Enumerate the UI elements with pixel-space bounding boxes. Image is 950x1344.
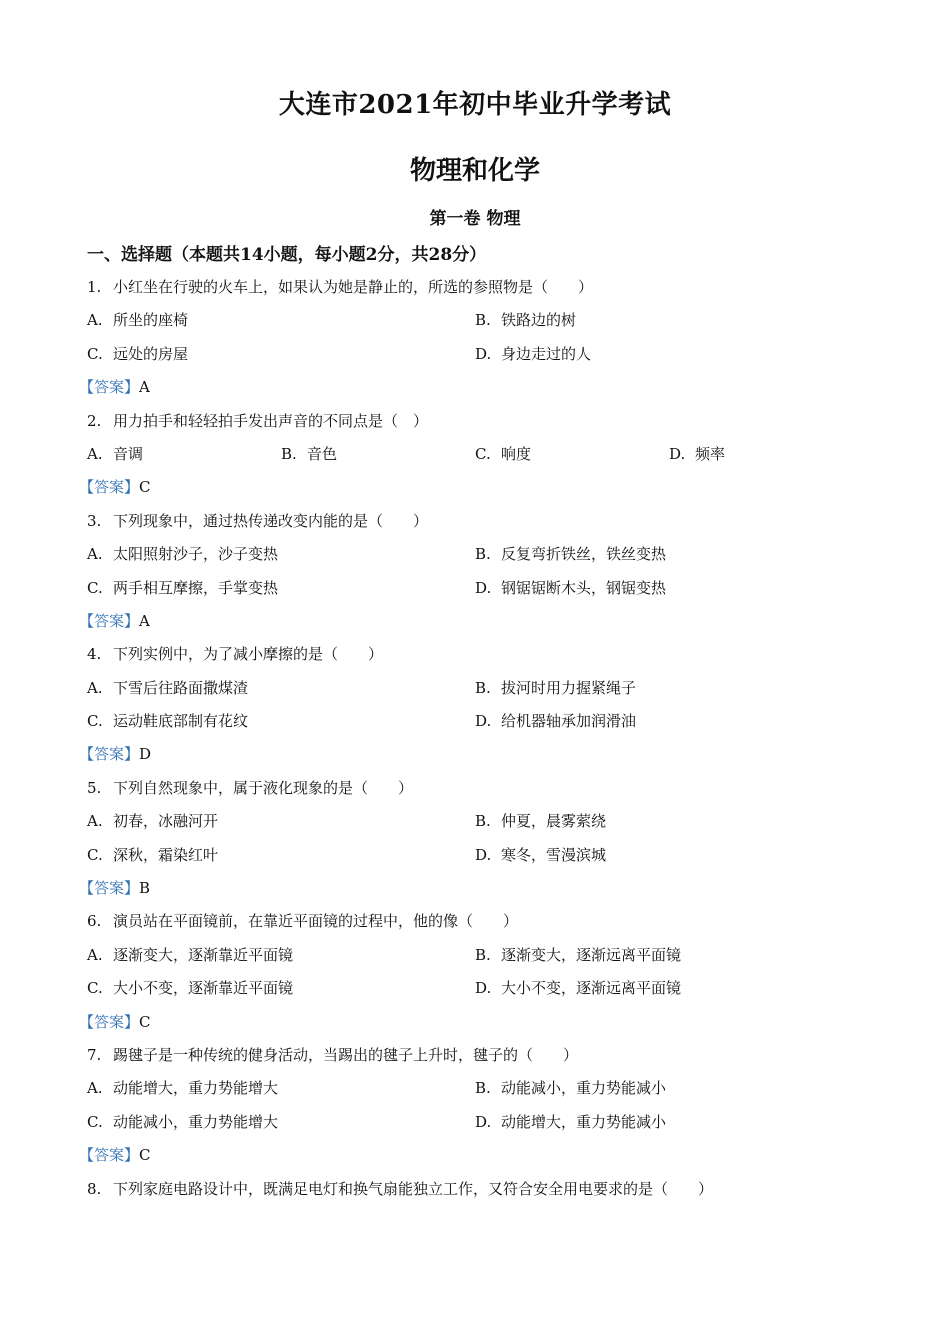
- option-text: 钢锯锯断木头，钢锯变热: [501, 578, 667, 597]
- answer-value: C: [139, 1012, 151, 1031]
- question-6-options-row-1: [87, 939, 877, 972]
- question-number: 6.: [87, 912, 102, 931]
- option-text: 运动鞋底部制有花纹: [113, 712, 249, 731]
- question-5-options-row-1: [87, 805, 877, 838]
- option-letter: B.: [475, 678, 491, 697]
- option-letter: D.: [475, 712, 492, 731]
- question-number: 4.: [87, 645, 102, 664]
- option-text: 大小不变，逐渐靠近平面镜: [113, 979, 294, 998]
- answer-value: C: [139, 478, 151, 497]
- question-1-options-row-1: [87, 304, 877, 337]
- option-c: [87, 338, 188, 371]
- option-text: 仲夏，晨雾萦绕: [501, 812, 607, 831]
- question-7-answer: [79, 1139, 877, 1172]
- answer-label: 【答案】: [79, 1012, 140, 1031]
- option-b: [475, 1072, 666, 1105]
- option-text: 响度: [501, 444, 532, 463]
- question-3-options-row-2: [87, 572, 877, 605]
- option-d: [475, 972, 681, 1005]
- option-text: 身边走过的人: [501, 344, 592, 363]
- option-c: [87, 572, 278, 605]
- question-text: 演员站在平面镜前，在靠近平面镜的过程中，他的像（ ）: [113, 912, 519, 931]
- option-letter: C.: [87, 344, 103, 363]
- question-1-options-row-2: [87, 338, 877, 371]
- option-text: 大小不变，逐渐远离平面镜: [501, 979, 682, 998]
- question-list: [79, 271, 877, 1206]
- option-letter: A.: [87, 678, 103, 697]
- question-text: 下列家庭电路设计中，既满足电灯和换气扇能独立工作，又符合安全用电要求的是（ ）: [113, 1179, 714, 1198]
- option-text: 动能减小，重力势能减小: [501, 1079, 667, 1098]
- option-a: [87, 805, 218, 838]
- option-b: [475, 805, 606, 838]
- option-text: 音色: [307, 444, 338, 463]
- option-text: 远处的房屋: [113, 344, 189, 363]
- volume-heading: 第一卷 物理: [429, 209, 521, 229]
- question-number: 7.: [87, 1045, 102, 1064]
- option-letter: A.: [87, 545, 103, 564]
- answer-label: 【答案】: [79, 611, 140, 630]
- option-letter: C.: [87, 1112, 103, 1131]
- question-5-stem: [87, 772, 877, 805]
- question-text: 踢毽子是一种传统的健身活动，当踢出的毽子上升时，毽子的（ ）: [113, 1045, 579, 1064]
- question-text: 用力拍手和轻轻拍手发出声音的不同点是（ ）: [113, 411, 429, 430]
- question-5-options-row-2: [87, 839, 877, 872]
- option-letter: C.: [87, 979, 103, 998]
- option-letter: C.: [475, 444, 491, 463]
- option-letter: B.: [475, 812, 491, 831]
- question-number: 3.: [87, 511, 102, 530]
- option-text: 初春，冰融河开: [113, 812, 219, 831]
- question-2-answer: [79, 471, 877, 504]
- option-letter: B.: [475, 311, 491, 330]
- answer-label: 【答案】: [79, 745, 140, 764]
- exam-title: 大连市2021年初中毕业升学考试: [278, 90, 672, 120]
- question-7-options-row-1: [87, 1072, 877, 1105]
- option-letter: A.: [87, 1079, 103, 1098]
- option-c: [87, 839, 218, 872]
- question-6-options-row-2: [87, 972, 877, 1005]
- option-a: [87, 538, 278, 571]
- answer-value: A: [139, 378, 150, 397]
- option-text: 给机器轴承加润滑油: [501, 712, 637, 731]
- option-a: [87, 304, 188, 337]
- option-d: [475, 1106, 666, 1139]
- question-number: 5.: [87, 778, 102, 797]
- question-text: 下列自然现象中，属于液化现象的是（ ）: [113, 778, 414, 797]
- question-7-options-row-2: [87, 1106, 877, 1139]
- question-8-stem: [87, 1173, 877, 1206]
- option-text: 所坐的座椅: [113, 311, 189, 330]
- answer-value: B: [139, 879, 151, 898]
- answer-label: 【答案】: [79, 1146, 140, 1165]
- question-number: 8.: [87, 1179, 102, 1198]
- question-7-stem: [87, 1039, 877, 1072]
- option-letter: B.: [475, 945, 491, 964]
- option-text: 寒冬，雪漫滨城: [501, 845, 607, 864]
- option-text: 铁路边的树: [501, 311, 577, 330]
- question-2-stem: [87, 405, 877, 438]
- option-text: 下雪后往路面撒煤渣: [113, 678, 249, 697]
- option-text: 两手相互摩擦，手掌变热: [113, 578, 279, 597]
- option-letter: D.: [475, 979, 492, 998]
- answer-value: D: [139, 745, 152, 764]
- option-text: 动能增大，重力势能增大: [113, 1079, 279, 1098]
- answer-label: 【答案】: [79, 478, 140, 497]
- option-letter: B.: [475, 1079, 491, 1098]
- question-number: 1.: [87, 278, 102, 296]
- option-c: [475, 438, 531, 471]
- option-text: 动能增大，重力势能减小: [501, 1112, 667, 1131]
- option-letter: A.: [87, 945, 103, 964]
- question-6-stem: [87, 905, 877, 938]
- option-text: 频率: [695, 444, 726, 463]
- option-letter: D.: [475, 1112, 492, 1131]
- answer-value: A: [139, 611, 150, 630]
- answer-value: C: [139, 1146, 151, 1165]
- option-letter: A.: [87, 444, 103, 463]
- option-text: 动能减小，重力势能增大: [113, 1112, 279, 1131]
- option-letter: D.: [475, 344, 492, 363]
- question-4-options-row-1: [87, 672, 877, 705]
- answer-label: 【答案】: [79, 879, 140, 898]
- option-c: [87, 972, 293, 1005]
- question-text: 小红坐在行驶的火车上，如果认为她是静止的，所选的参照物是（ ）: [113, 278, 594, 296]
- question-1-stem: [87, 271, 877, 304]
- option-d: [475, 705, 636, 738]
- question-text: 下列实例中，为了减小摩擦的是（ ）: [113, 645, 384, 664]
- option-a: [87, 1072, 278, 1105]
- option-c: [87, 1106, 278, 1139]
- option-b: [475, 939, 681, 972]
- option-letter: B.: [475, 545, 491, 564]
- option-b: [475, 538, 666, 571]
- option-text: 反复弯折铁丝，铁丝变热: [501, 545, 667, 564]
- question-3-answer: [79, 605, 877, 638]
- option-letter: B.: [281, 444, 297, 463]
- option-d: [475, 572, 666, 605]
- question-3-stem: [87, 505, 877, 538]
- option-letter: C.: [87, 845, 103, 864]
- option-a: [87, 939, 293, 972]
- option-text: 逐渐变大，逐渐远离平面镜: [501, 945, 682, 964]
- option-letter: D.: [475, 845, 492, 864]
- option-text: 太阳照射沙子，沙子变热: [113, 545, 279, 564]
- option-b: [475, 672, 636, 705]
- option-text: 逐渐变大，逐渐靠近平面镜: [113, 945, 294, 964]
- question-4-options-row-2: [87, 705, 877, 738]
- option-b: [281, 438, 337, 471]
- option-letter: C.: [87, 578, 103, 597]
- question-3-options-row-1: [87, 538, 877, 571]
- option-a: [87, 438, 143, 471]
- option-letter: A.: [87, 311, 103, 330]
- option-d: [669, 438, 725, 471]
- option-b: [475, 304, 576, 337]
- question-4-stem: [87, 638, 877, 671]
- question-text: 下列现象中，通过热传递改变内能的是（ ）: [113, 511, 429, 530]
- option-letter: D.: [475, 578, 492, 597]
- option-text: 深秋，霜染红叶: [113, 845, 219, 864]
- option-text: 拔河时用力握紧绳子: [501, 678, 637, 697]
- option-letter: A.: [87, 812, 103, 831]
- option-a: [87, 672, 248, 705]
- question-2-options-row: [87, 438, 877, 471]
- option-d: [475, 839, 606, 872]
- question-number: 2.: [87, 411, 102, 430]
- question-6-answer: [79, 1006, 877, 1039]
- question-1-answer: [79, 371, 877, 404]
- question-5-answer: [79, 872, 877, 905]
- option-c: [87, 705, 248, 738]
- question-4-answer: [79, 738, 877, 771]
- option-text: 音调: [113, 444, 144, 463]
- option-letter: C.: [87, 712, 103, 731]
- exam-subtitle: 物理和化学: [409, 156, 540, 186]
- option-letter: D.: [669, 444, 686, 463]
- answer-label: 【答案】: [79, 378, 140, 397]
- section-heading: 一、选择题（本题共14小题，每小题2分，共28分）: [87, 245, 487, 265]
- option-d: [475, 338, 591, 371]
